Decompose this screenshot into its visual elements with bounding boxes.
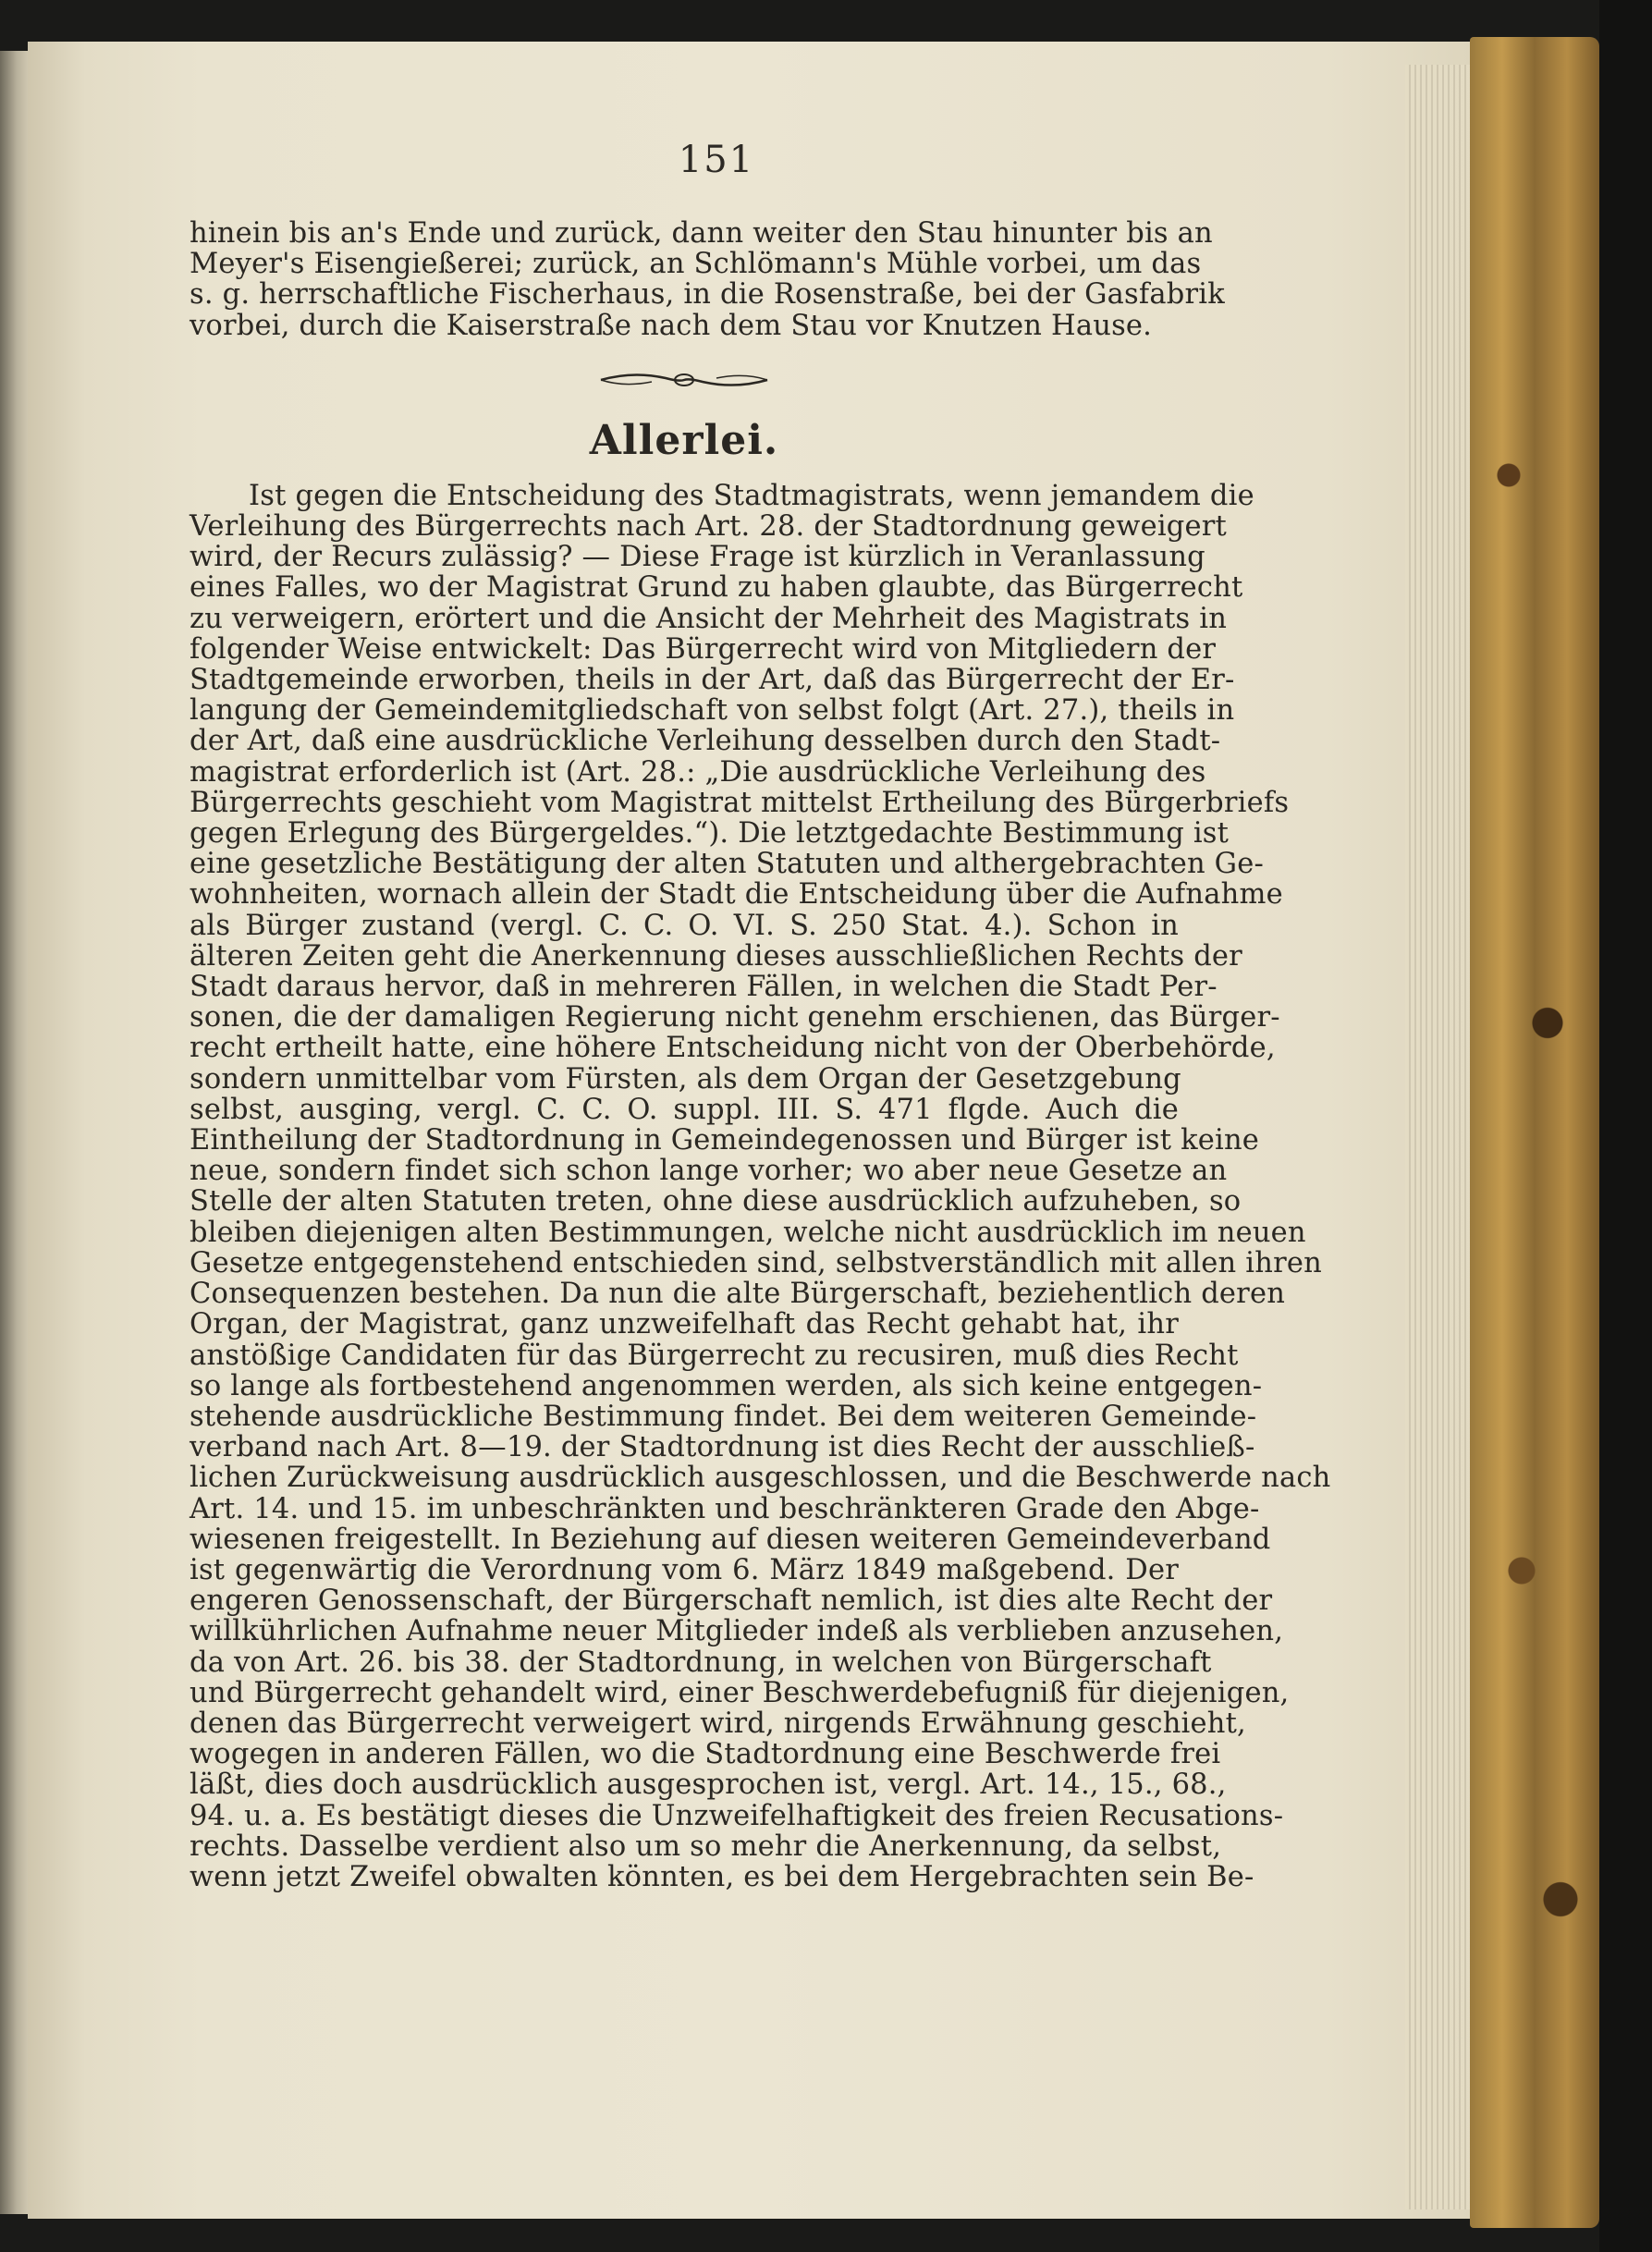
text-line: sondern unmittelbar vom Fürsten, als dem Organ der Gesetzgebung (190, 1062, 1181, 1095)
text-line: lichen Zurückweisung ausdrücklich ausgeschlossen, und die Beschwerde nach (190, 1462, 1331, 1495)
text-line: hinein bis an's Ende und zurück, dann weiter den Stau hinunter bis an (190, 217, 1213, 250)
text-line: bleiben diejenigen alten Bestimmungen, welche nicht ausdrücklich im neuen (190, 1216, 1306, 1249)
text-line: verband nach Art. 8—19. der Stadtordnung ist dies Recht der ausschließ- (190, 1431, 1255, 1464)
text-line: wohnheiten, wornach allein der Stadt die Entscheidung über die Aufnahme (190, 878, 1283, 912)
intro-paragraph (190, 217, 1225, 342)
text-line: denen das Bürgerrecht verweigert wird, nirgends Erwähnung geschieht, (190, 1707, 1246, 1740)
text-line: wogegen in anderen Fällen, wo die Stadtordnung eine Beschwerde frei (190, 1738, 1221, 1771)
page-content (190, 139, 1331, 1893)
scan-background (1599, 0, 1652, 2252)
text-line: willkührlichen Aufnahme neuer Mitglieder indeß als verblieben anzusehen, (190, 1615, 1284, 1648)
text-line: Stadt daraus hervor, daß in mehreren Fällen, in welchen die Stadt Per- (190, 971, 1218, 1004)
text-line: Eintheilung der Stadtordnung in Gemeindegenossen und Bürger ist keine (190, 1124, 1260, 1157)
text-line: magistrat erforderlich ist (Art. 28.: „Die ausdrückliche Verleihung des (190, 755, 1206, 789)
text-line: Organ, der Magistrat, ganz unzweifelhaft das Recht gehabt hat, ihr (190, 1308, 1179, 1341)
page-stack-edges (1405, 65, 1470, 2209)
text-line: Verleihung des Bürgerrechts nach Art. 28. der Stadtordnung geweigert (190, 510, 1228, 544)
left-page-edge (0, 51, 28, 2214)
text-line: engeren Genossenschaft, der Bürgerschaft nemlich, ist dies alte Recht der (190, 1585, 1273, 1618)
text-line: zu verweigern, erörtert und die Ansicht der Mehrheit des Magistrats in (190, 602, 1228, 635)
marbled-book-cover (1470, 37, 1599, 2228)
text-line: Ist gegen die Entscheidung des Stadtmagistrats, wenn jemandem die (249, 479, 1254, 512)
text-line: und Bürgerrecht gehandelt wird, einer Beschwerdebefugniß für diejenigen, (190, 1676, 1290, 1709)
text-line: so lange als fortbestehend angenommen werden, als sich keine entgegen- (190, 1369, 1263, 1402)
text-line: wenn jetzt Zweifel obwalten könnten, es bei dem Hergebrachten sein Be- (190, 1860, 1254, 1893)
text-line: Stelle der alten Statuten treten, ohne diese ausdrücklich aufzuheben, so (190, 1185, 1242, 1218)
text-line: der Art, daß eine ausdrückliche Verleihung desselben durch den Stadt- (190, 725, 1221, 758)
text-line: Gesetze entgegenstehend entschieden sind, selbstverständlich mit allen ihren (190, 1246, 1322, 1279)
text-line: recht ertheilt hatte, eine höhere Entscheidung nicht von der Oberbehörde, (190, 1032, 1276, 1065)
text-line: da von Art. 26. bis 38. der Stadtordnung, in welchen von Bürgerschaft (190, 1646, 1212, 1679)
text-line: selbst, ausging, vergl. C. C. O. suppl. III. S. 471 flgde. Auch die (190, 1093, 1179, 1126)
text-line: folgender Weise entwickelt: Das Bürgerrecht wird von Mitgliedern der (190, 632, 1217, 666)
text-line: anstößige Candidaten für das Bürgerrecht zu recusiren, muß dies Recht (190, 1339, 1239, 1372)
page-number: 151 (678, 139, 755, 181)
text-line: langung der Gemeindemitgliedschaft von selbst folgt (Art. 27.), theils in (190, 694, 1235, 728)
main-paragraph (190, 479, 1331, 1893)
text-line: älteren Zeiten geht die Anerkennung dieses ausschließlichen Rechts der (190, 939, 1242, 973)
text-line: eines Falles, wo der Magistrat Grund zu haben glaubte, das Bürgerrecht (190, 571, 1243, 605)
text-line: sonen, die der damaligen Regierung nicht genehm erschienen, das Bürger- (190, 1001, 1280, 1034)
text-line: eine gesetzliche Bestätigung der alten Statuten und althergebrachten Ge- (190, 848, 1265, 881)
text-line: neue, sondern findet sich schon lange vorher; wo aber neue Gesetze an (190, 1155, 1228, 1188)
text-line: als Bürger zustand (vergl. C. C. O. VI. S. 250 Stat. 4.). Schon in (190, 909, 1179, 942)
text-line: wiesenen freigestellt. In Beziehung auf diesen weiteren Gemeindeverband (190, 1523, 1271, 1556)
text-line: 94. u. a. Es bestätigt dieses die Unzweifelhaftigkeit des freien Recusations- (190, 1799, 1284, 1832)
text-line: stehende ausdrückliche Bestimmung findet. Bei dem weiteren Gemeinde- (190, 1400, 1257, 1433)
text-line: Stadtgemeinde erworben, theils in der Art, daß das Bürgerrecht der Er- (190, 664, 1235, 697)
text-line: läßt, dies doch ausdrücklich ausgesprochen ist, vergl. Art. 14., 15., 68., (190, 1769, 1227, 1802)
text-line: Meyer's Eisengießerei; zurück, an Schlömann's Mühle vorbei, um das (190, 248, 1202, 281)
text-line: gegen Erlegung des Bürgergeldes.“). Die letztgedachte Bestimmung ist (190, 817, 1230, 851)
section-heading: Allerlei. (589, 416, 779, 464)
text-line: Bürgerrechts geschieht vom Magistrat mittelst Ertheilung des Bürgerbriefs (190, 786, 1290, 819)
text-line: Consequenzen bestehen. Da nun die alte Bürgerschaft, beziehentlich deren (190, 1278, 1286, 1311)
text-line: rechts. Dasselbe verdient also um so mehr die Anerkennung, da selbst, (190, 1830, 1222, 1863)
text-line: s. g. herrschaftliche Fischerhaus, in die Rosenstraße, bei der Gasfabrik (190, 278, 1225, 312)
text-line: ist gegenwärtig die Verordnung vom 6. März 1849 maßgebend. Der (190, 1553, 1179, 1586)
text-line: Art. 14. und 15. im unbeschränkten und beschränkteren Grade den Abge- (190, 1492, 1260, 1525)
text-line: wird, der Recurs zulässig? — Diese Frage ist kürzlich in Veranlassung (190, 541, 1205, 574)
ornamental-divider (190, 361, 1179, 398)
text-line: vorbei, durch die Kaiserstraße nach dem Stau vor Knutzen Hause. (190, 309, 1153, 342)
